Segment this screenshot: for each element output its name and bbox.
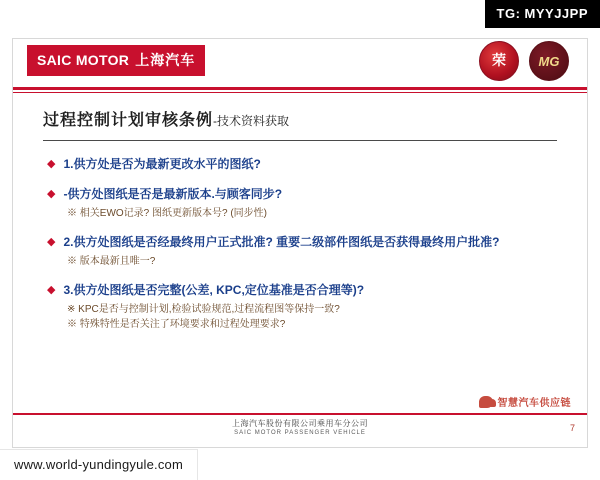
wechat-icon xyxy=(479,396,493,408)
note-group xyxy=(67,254,561,269)
footer-company xyxy=(232,418,368,436)
list-item xyxy=(47,281,561,332)
list-item-text: 3.供方处图纸是否完整(公差, KPC,定位基准是否合理等)? xyxy=(63,283,365,297)
list-item xyxy=(47,185,561,221)
footer-company-en: SAIC MOTOR PASSENGER VEHICLE xyxy=(234,430,366,436)
logo-group xyxy=(479,41,569,81)
footer-company-cn: 上海汽车股份有限公司乘用车分公司 xyxy=(232,419,368,428)
list-item-text: 1.供方处是否为最新更改水平的图纸? xyxy=(63,157,261,171)
mg-logo-glyph: MG xyxy=(538,53,560,69)
page-subtitle: -技术资料获取 xyxy=(213,114,290,128)
slide-body xyxy=(13,141,587,332)
note-line: ※ 特殊特性是否关注了环境要求和过程处理要求? xyxy=(67,319,286,330)
brand-english-label: SAIC MOTOR xyxy=(37,52,130,68)
list-item xyxy=(47,155,561,173)
page-title: 过程控制计划审核条例 xyxy=(43,112,214,129)
slide-title-row xyxy=(13,93,587,134)
note-group xyxy=(67,302,561,332)
roewe-logo-icon xyxy=(479,41,519,81)
note-line: ※ KPC是否与控制计划,检验试验规范,过程流程图等保持一致? xyxy=(67,304,340,315)
list-item xyxy=(47,233,561,269)
diamond-bullet-icon: ◆ xyxy=(47,284,56,296)
mg-logo-icon xyxy=(529,41,569,81)
list-item-text: 2.供方处图纸是否经最终用户正式批准? 重要二级部件图纸是否获得最终用户批准? xyxy=(63,235,500,249)
note-group xyxy=(67,206,561,221)
slide-canvas xyxy=(12,38,588,448)
bottom-url-watermark: www.world-yundingyule.com xyxy=(0,449,198,480)
slide-footer xyxy=(13,413,587,447)
slide-header xyxy=(13,39,587,87)
wechat-label: 智慧汽车供应链 xyxy=(497,398,571,409)
diamond-bullet-icon: ◆ xyxy=(47,188,56,200)
page-number: 7 xyxy=(569,423,575,433)
note-line: ※ 相关EWO记录? 图纸更新版本号? (同步性) xyxy=(67,208,268,219)
diamond-bullet-icon: ◆ xyxy=(47,158,56,170)
header-red-rule xyxy=(13,87,587,90)
roewe-logo-glyph: 荣 xyxy=(492,52,506,68)
note-line: ※ 版本最新且唯一? xyxy=(67,256,156,267)
saic-brand-block xyxy=(27,45,205,76)
top-watermark-tag: TG: MYYJJPP xyxy=(485,0,600,28)
diamond-bullet-icon: ◆ xyxy=(47,236,56,248)
wechat-watermark xyxy=(479,394,572,409)
list-item-text: -供方处图纸是否是最新版本.与顾客同步? xyxy=(63,187,283,201)
brand-chinese-label: 上海汽车 xyxy=(135,52,196,68)
